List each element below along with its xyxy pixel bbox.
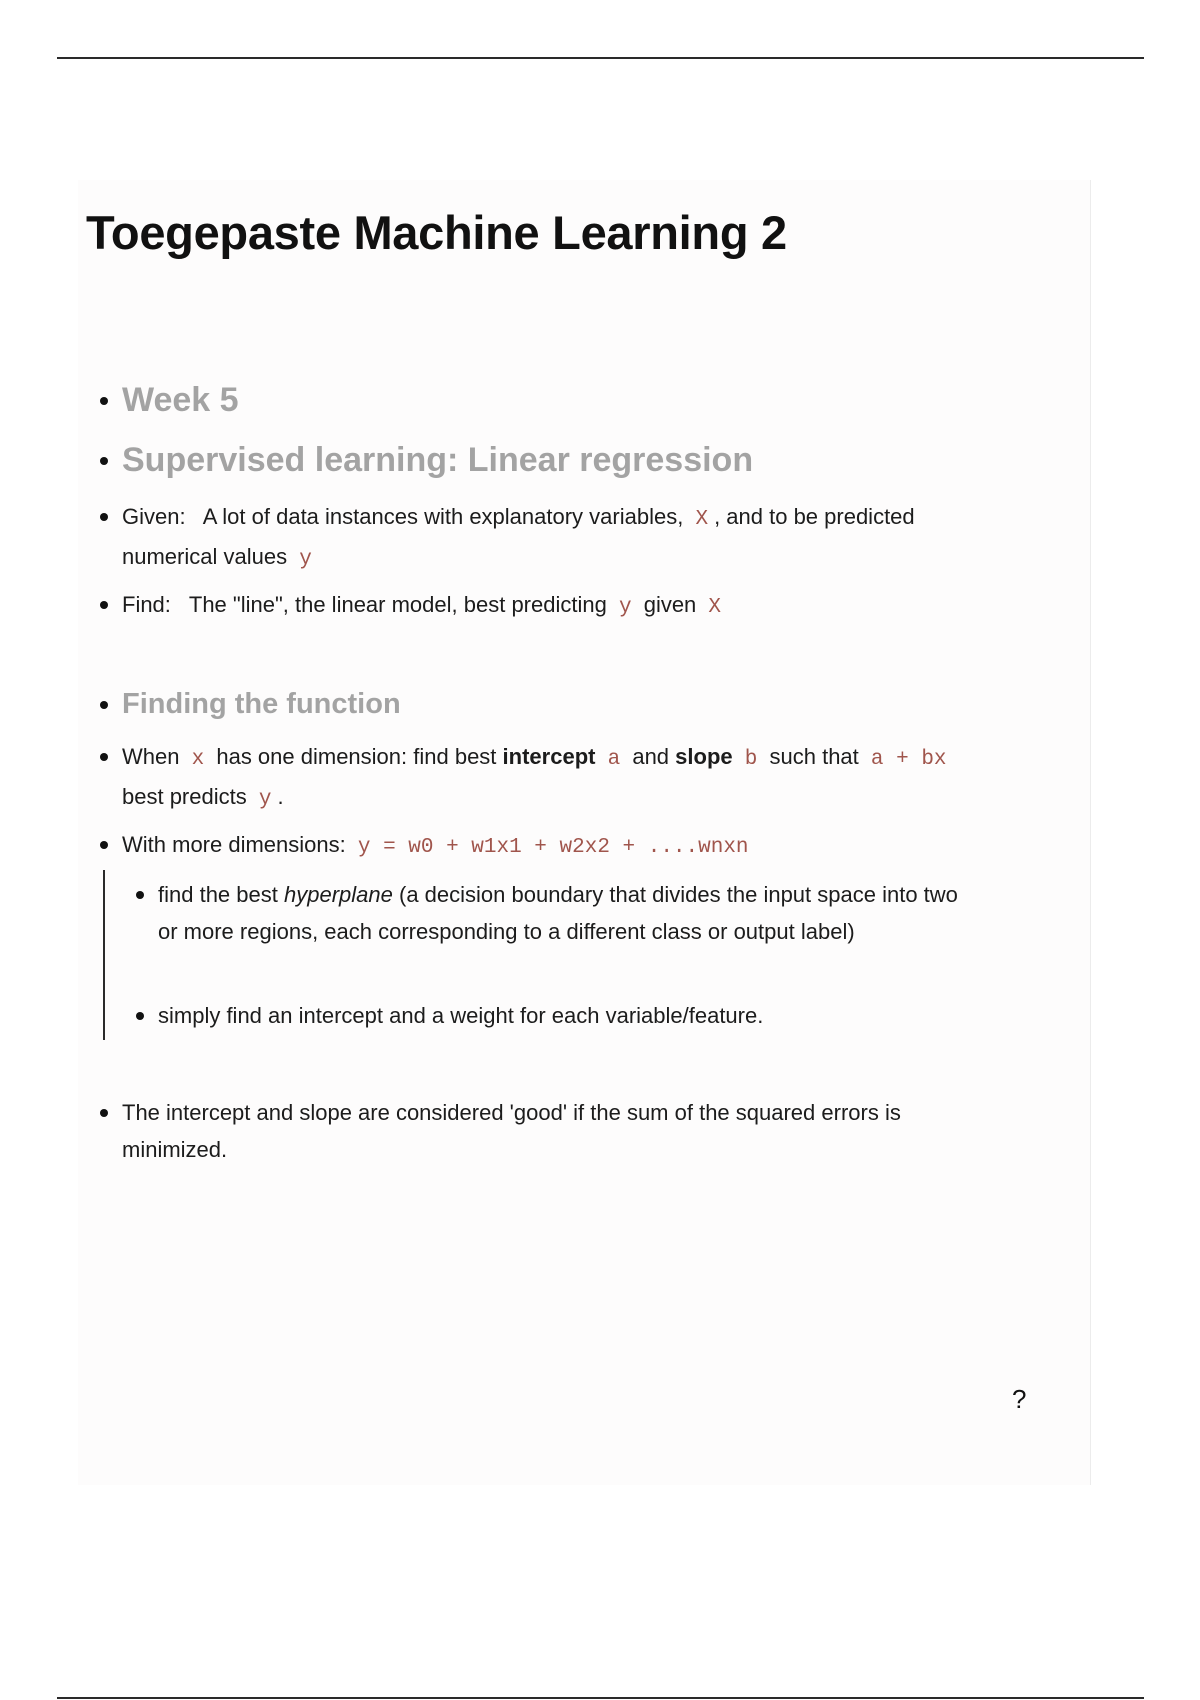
- hyperplane-text-2: (a decision boundary that divides the input space into two or more regions, each corresponding to a different class or output label): [158, 882, 958, 944]
- page-title: Toegepaste Machine Learning 2: [86, 206, 787, 259]
- one-dim-code-b: b: [744, 748, 758, 771]
- more-dims-text: With more dimensions:: [122, 832, 346, 857]
- week-heading: Week 5: [122, 381, 239, 419]
- one-dim-code-a-bx: a + bx: [870, 748, 947, 771]
- sub-bullet-hyperplane: [158, 876, 978, 950]
- bullet-topic: [122, 440, 982, 480]
- top-rule: [57, 57, 1144, 59]
- one-dim-code-y: y: [258, 788, 272, 811]
- intercept-term: intercept: [502, 744, 596, 769]
- hyperplane-text-1: find the best: [158, 882, 278, 907]
- bottom-rule: [57, 1697, 1144, 1699]
- find-text-1: The "line", the linear model, best predicting: [188, 592, 607, 617]
- given-code-y: y: [299, 548, 312, 571]
- nested-list-bar: [103, 870, 105, 1040]
- one-dim-text-6: .: [277, 784, 284, 809]
- bullet-section: [122, 686, 982, 722]
- bullet-more-dimensions: [122, 826, 982, 866]
- bullet-week: [122, 380, 982, 420]
- given-code-x: X: [695, 508, 709, 531]
- find-code-y: y: [618, 596, 632, 619]
- one-dim-code-x: x: [191, 748, 205, 771]
- bullet-one-dimension: [122, 738, 982, 818]
- one-dim-text-5: best predicts: [122, 784, 247, 809]
- find-text-2: given: [643, 592, 697, 617]
- slope-term: slope: [675, 744, 733, 769]
- bullet-find: [122, 586, 982, 626]
- sub-bullet-weights: [158, 997, 978, 1034]
- find-lead: Find:: [122, 592, 171, 617]
- weights-text: simply find an intercept and a weight for each variable/feature.: [158, 1003, 764, 1028]
- find-code-x: X: [708, 596, 722, 619]
- one-dim-text-3: and: [632, 744, 670, 769]
- squared-errors-text: The intercept and slope are considered 'good' if the sum of the squared errors is minimized.: [122, 1100, 901, 1162]
- one-dim-text-4: such that: [769, 744, 859, 769]
- bullet-squared-errors: [122, 1094, 982, 1168]
- one-dim-text-1: When: [122, 744, 180, 769]
- given-lead: Given:: [122, 504, 186, 529]
- help-mark[interactable]: ?: [1012, 1384, 1027, 1414]
- hyperplane-term: hyperplane: [284, 882, 393, 907]
- more-dims-equation: y = w0 + w1x1 + w2x2 + ....wnxn: [357, 836, 749, 859]
- one-dim-text-2: has one dimension: find best: [216, 744, 497, 769]
- given-text-1: A lot of data instances with explanatory variables,: [202, 504, 684, 529]
- bullet-given: [122, 498, 982, 578]
- given-text-2: , and to be predicted numerical values: [122, 504, 915, 569]
- topic-heading: Supervised learning: Linear regression: [122, 441, 754, 479]
- one-dim-code-a: a: [607, 748, 621, 771]
- section-heading: Finding the function: [122, 688, 401, 720]
